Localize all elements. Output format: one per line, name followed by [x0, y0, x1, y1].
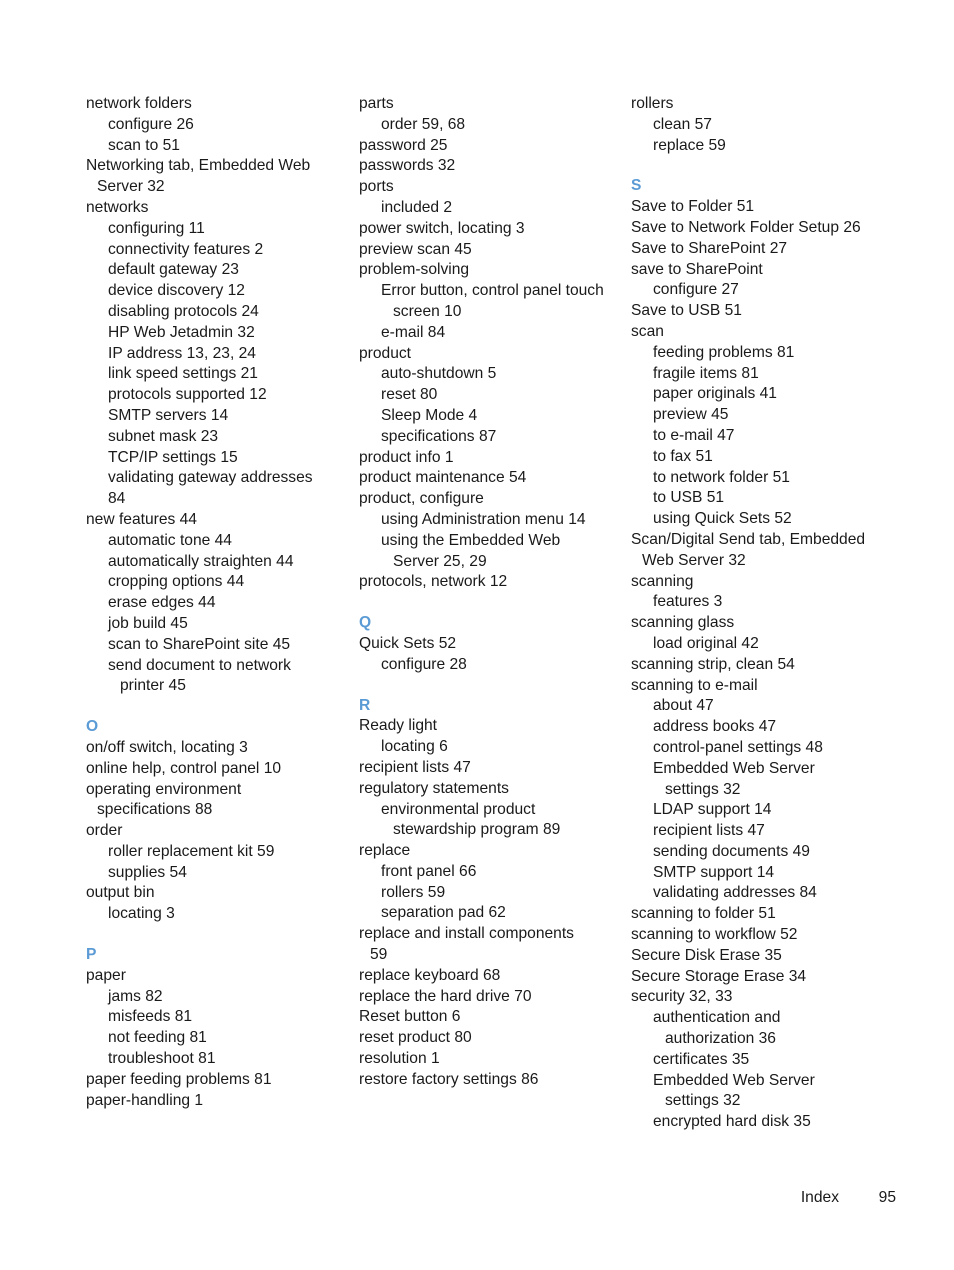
index-subentry: misfeeds 81 — [108, 1008, 193, 1026]
index-subentry: front panel 66 — [381, 862, 477, 880]
index-entry-continuation: Server 25, 29 — [393, 552, 487, 570]
index-subentry: rollers 59 — [381, 883, 446, 901]
index-subentry: control-panel settings 48 — [653, 738, 823, 756]
index-subentry: scan to SharePoint site 45 — [108, 635, 291, 653]
index-entry: Networking tab, Embedded Web — [86, 157, 311, 175]
index-entry: scanning to workflow 52 — [631, 926, 798, 944]
index-entry: Secure Disk Erase 35 — [631, 946, 782, 964]
index-subentry: cropping options 44 — [108, 573, 245, 591]
index-subentry: load original 42 — [653, 634, 759, 652]
index-entry: scan — [631, 322, 664, 340]
index-entry-continuation: settings 32 — [665, 1092, 741, 1110]
index-entry: replace keyboard 68 — [359, 966, 501, 984]
index-entry: Quick Sets 52 — [359, 634, 457, 652]
index-entry: preview scan 45 — [359, 240, 472, 258]
index-entry: reset product 80 — [359, 1029, 472, 1047]
index-subentry: paper originals 41 — [653, 385, 777, 403]
index-subentry: roller replacement kit 59 — [108, 842, 275, 860]
index-entry-continuation: 59 — [370, 946, 388, 964]
index-letter-heading: P — [86, 946, 97, 964]
index-subentry: locating 6 — [381, 738, 448, 756]
index-subentry: HP Web Jetadmin 32 — [108, 323, 255, 341]
index-entry: network folders — [86, 95, 192, 112]
index-entry: output bin — [86, 884, 155, 902]
index-entry: scanning glass — [631, 614, 735, 632]
index-entry: save to SharePoint — [631, 260, 763, 278]
index-entry: paper — [86, 966, 126, 984]
index-subentry: connectivity features 2 — [108, 240, 264, 258]
index-subentry: configure 27 — [653, 281, 739, 299]
index-entry: replace the hard drive 70 — [359, 987, 532, 1005]
index-entry: resolution 1 — [359, 1050, 440, 1068]
index-subentry: SMTP servers 14 — [108, 406, 229, 424]
index-subentry: job build 45 — [108, 614, 188, 632]
index-subentry: LDAP support 14 — [653, 801, 772, 819]
index-subentry: sending documents 49 — [653, 842, 810, 860]
index-subentry: configure 26 — [108, 115, 194, 133]
index-entry: security 32, 33 — [631, 988, 733, 1006]
index-subentry: configure 28 — [381, 655, 467, 673]
index-entry: networks — [86, 198, 149, 216]
index-entry: ports — [359, 178, 394, 196]
footer-page-number: 95 — [878, 1189, 896, 1206]
index-subentry: Embedded Web Server — [653, 1071, 815, 1089]
index-subentry: validating addresses 84 — [653, 884, 817, 902]
index-subentry: using the Embedded Web — [381, 531, 561, 549]
index-entry: password 25 — [359, 136, 448, 154]
index-subentry: to network folder 51 — [653, 468, 790, 486]
index-subentry: configuring 11 — [108, 219, 205, 237]
index-subentry: encrypted hard disk 35 — [653, 1113, 811, 1131]
index-entry-continuation: stewardship program 89 — [393, 821, 561, 839]
index-subentry: supplies 54 — [108, 863, 187, 881]
index-entry: product — [359, 344, 412, 362]
index-subentry: disabling protocols 24 — [108, 302, 259, 320]
index-subentry: recipient lists 47 — [653, 822, 765, 840]
index-entry: Secure Storage Erase 34 — [631, 967, 807, 985]
index-subentry: device discovery 12 — [108, 282, 245, 300]
index-subentry: to USB 51 — [653, 489, 725, 507]
index-subentry: not feeding 81 — [108, 1029, 207, 1047]
index-subentry: to fax 51 — [653, 447, 713, 465]
index-subentry: order 59, 68 — [381, 115, 466, 133]
index-entry: protocols, network 12 — [359, 573, 508, 591]
index-entry-continuation: Web Server 32 — [642, 551, 746, 569]
index-subentry: fragile items 81 — [653, 364, 759, 382]
index-subentry: using Administration menu 14 — [381, 510, 586, 528]
index-subentry: TCP/IP settings 15 — [108, 448, 238, 466]
index-entry: Save to Folder 51 — [631, 198, 755, 216]
index-entry: new features 44 — [86, 510, 197, 528]
index-subentry: certificates 35 — [653, 1050, 750, 1068]
index-entry: Save to USB 51 — [631, 302, 742, 320]
index-entry: power switch, locating 3 — [359, 219, 525, 237]
index-subentry: send document to network — [108, 656, 291, 674]
index-entry: Scan/Digital Send tab, Embedded — [631, 530, 866, 548]
index-subentry: address books 47 — [653, 718, 777, 736]
index-letter-heading: Q — [359, 614, 372, 632]
index-entry: scanning — [631, 572, 694, 590]
index-entry: problem-solving — [359, 261, 470, 279]
index-entry-continuation: specifications 88 — [97, 801, 213, 819]
index-entry: restore factory settings 86 — [359, 1070, 539, 1088]
index-subentry: protocols supported 12 — [108, 386, 267, 404]
index-entry: passwords 32 — [359, 157, 456, 175]
index-letter-heading: O — [86, 718, 99, 736]
index-entry-continuation: screen 10 — [393, 302, 462, 320]
index-subentry: locating 3 — [108, 905, 175, 923]
index-entry: paper-handling 1 — [86, 1091, 204, 1109]
index-entry: rollers — [631, 95, 674, 112]
index-subentry: scan to 51 — [108, 136, 180, 154]
index-entry: operating environment — [86, 780, 242, 798]
index-subentry: validating gateway addresses — [108, 469, 313, 487]
index-letter-heading: S — [631, 177, 642, 195]
index-subentry: erase edges 44 — [108, 594, 216, 612]
index-subentry: Error button, control panel touch — [381, 282, 604, 300]
index-subentry: auto-shutdown 5 — [381, 365, 497, 383]
index-subentry: environmental product — [381, 800, 536, 818]
index-entry: replace and install components — [359, 925, 574, 943]
index-subentry: IP address 13, 23, 24 — [108, 344, 256, 362]
index-entry: order — [86, 822, 123, 840]
index-subentry: separation pad 62 — [381, 904, 506, 922]
index-subentry: reset 80 — [381, 386, 438, 404]
index-entry: replace — [359, 842, 411, 860]
index-subentry: link speed settings 21 — [108, 365, 258, 383]
index-column-1 — [86, 94, 351, 1111]
index-entry: regulatory statements — [359, 779, 509, 797]
index-subentry: jams 82 — [108, 987, 163, 1005]
index-entry: Save to Network Folder Setup 26 — [631, 218, 861, 236]
index-entry: Reset button 6 — [359, 1008, 461, 1026]
index-entry: on/off switch, locating 3 — [86, 738, 248, 756]
index-subentry: feeding problems 81 — [653, 343, 795, 361]
index-subentry: automatic tone 44 — [108, 531, 232, 549]
index-entry: online help, control panel 10 — [86, 759, 282, 777]
index-subentry: included 2 — [381, 198, 453, 216]
index-column-2 — [359, 94, 624, 1091]
index-entry-continuation: authorization 36 — [665, 1030, 776, 1048]
index-entry: product, configure — [359, 490, 484, 508]
index-entry-continuation: settings 32 — [665, 780, 741, 798]
index-subentry: replace 59 — [653, 136, 726, 154]
index-entry: Ready light — [359, 717, 438, 735]
index-entry: scanning strip, clean 54 — [631, 655, 795, 673]
index-entry: paper feeding problems 81 — [86, 1070, 272, 1088]
index-subentry: using Quick Sets 52 — [653, 510, 792, 528]
index-entry: Save to SharePoint 27 — [631, 239, 788, 257]
index-subentry: default gateway 23 — [108, 261, 239, 279]
index-subentry: Embedded Web Server — [653, 759, 815, 777]
index-subentry: e-mail 84 — [381, 323, 446, 341]
footer-section-label: Index — [800, 1189, 839, 1206]
index-letter-heading: R — [359, 696, 371, 714]
index-column-3 — [631, 94, 896, 1133]
index-subentry: automatically straighten 44 — [108, 552, 294, 570]
index-subentry: SMTP support 14 — [653, 863, 775, 881]
index-subentry: specifications 87 — [381, 427, 497, 445]
index-subentry: authentication and — [653, 1009, 781, 1027]
index-entry: parts — [359, 95, 394, 112]
index-subentry: Sleep Mode 4 — [381, 406, 478, 424]
index-subentry: preview 45 — [653, 406, 729, 424]
index-entry: product maintenance 54 — [359, 469, 527, 487]
index-subentry: to e-mail 47 — [653, 426, 735, 444]
index-subentry: about 47 — [653, 697, 714, 715]
index-entry: scanning to folder 51 — [631, 905, 776, 923]
index-subentry: 84 — [108, 490, 126, 508]
index-subentry: clean 57 — [653, 115, 712, 133]
index-entry: recipient lists 47 — [359, 758, 471, 776]
index-entry-continuation: printer 45 — [120, 677, 186, 695]
index-subentry: features 3 — [653, 593, 723, 611]
index-subentry: troubleshoot 81 — [108, 1050, 216, 1068]
index-entry: scanning to e-mail — [631, 676, 758, 694]
index-entry-continuation: Server 32 — [97, 178, 165, 196]
index-entry: product info 1 — [359, 448, 454, 466]
index-subentry: subnet mask 23 — [108, 427, 219, 445]
